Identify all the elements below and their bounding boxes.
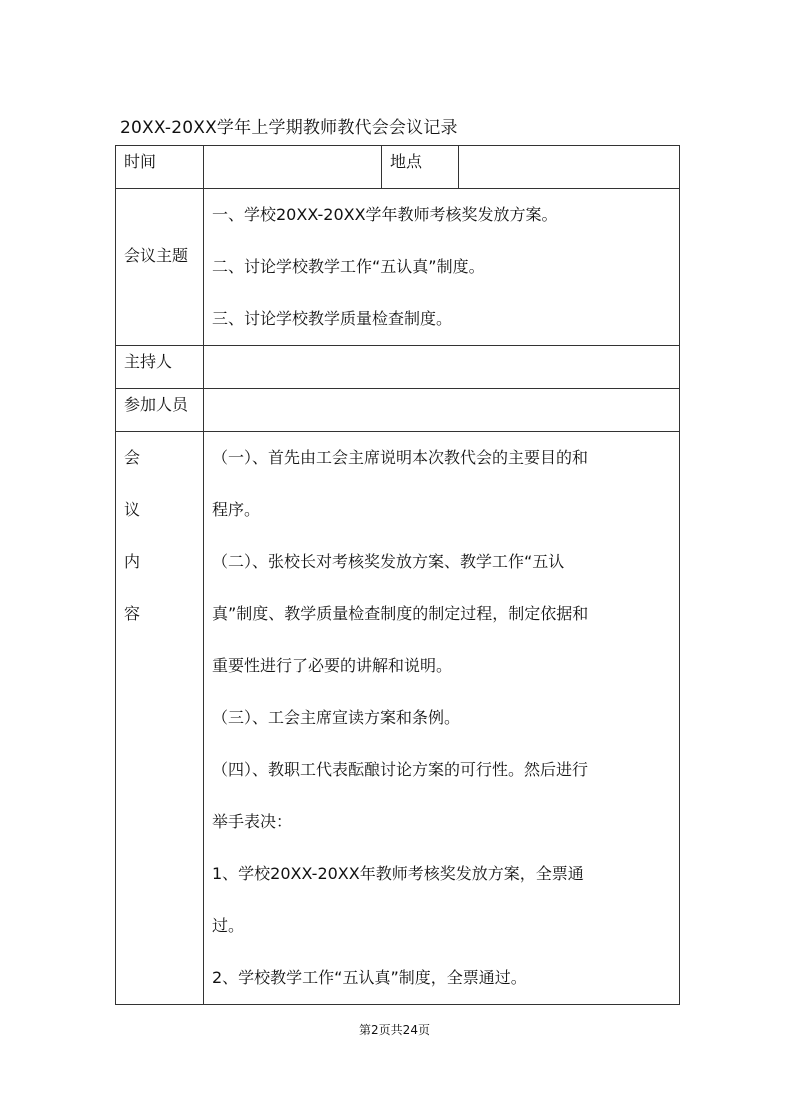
topic-list-cell — [204, 189, 680, 346]
content-line: （四）、教职工代表酝酿讨论方案的可行性。然后进行 — [212, 760, 589, 779]
attendees-label: 参加人员 — [124, 395, 189, 414]
content-line: 真”制度、教学质量检查制度的制定过程，制定依据和 — [212, 604, 589, 623]
time-value-cell — [204, 146, 382, 189]
attendees-value-cell — [204, 389, 680, 432]
content-line: （二）、张校长对考核奖发放方案、教学工作“五认 — [212, 552, 565, 571]
content-line: 过。 — [212, 916, 245, 935]
topic-item: 二、讨论学校教学工作“五认真”制度。 — [212, 257, 485, 276]
time-value — [212, 146, 373, 148]
content-line: 举手表决： — [212, 812, 293, 831]
content-label-cell — [116, 432, 204, 1005]
content-line: （三）、工会主席宣读方案和条例。 — [212, 708, 461, 727]
time-place-row — [116, 146, 680, 189]
meeting-record-table — [115, 145, 680, 1005]
attendees-value — [212, 389, 671, 391]
content-line: 2、学校教学工作“五认真”制度，全票通过。 — [212, 968, 527, 987]
topic-label-cell — [116, 189, 204, 346]
content-row — [116, 432, 680, 1005]
place-value-cell — [459, 146, 680, 189]
content-label-char: 内 — [124, 552, 141, 571]
topic-label: 会议主题 — [124, 246, 189, 265]
topic-item: 三、讨论学校教学质量检查制度。 — [212, 309, 453, 328]
content-label-char: 议 — [124, 500, 141, 519]
time-label: 时间 — [124, 152, 157, 171]
content-line: 1、学校20XX-20XX年教师考核奖发放方案，全票通 — [212, 864, 584, 883]
attendees-row — [116, 389, 680, 432]
host-label: 主持人 — [124, 352, 173, 371]
content-text-cell — [204, 432, 680, 1005]
host-label-cell — [116, 346, 204, 389]
attendees-label-cell — [116, 389, 204, 432]
topic-row — [116, 189, 680, 346]
page-footer: 第2页共24页 — [359, 1023, 430, 1037]
content-line: 程序。 — [212, 500, 261, 519]
host-value — [212, 346, 671, 348]
host-row — [116, 346, 680, 389]
content-line: （一）、首先由工会主席说明本次教代会的主要目的和 — [212, 448, 589, 467]
place-label-cell — [382, 146, 459, 189]
host-value-cell — [204, 346, 680, 389]
content-line: 重要性进行了必要的讲解和说明。 — [212, 656, 453, 675]
time-label-cell — [116, 146, 204, 189]
content-label-char: 容 — [124, 604, 141, 623]
document-title: 20XX-20XX学年上学期教师教代会会议记录 — [120, 118, 458, 138]
topic-item: 一、学校20XX-20XX学年教师考核奖发放方案。 — [212, 205, 558, 224]
content-label-char: 会 — [124, 448, 141, 467]
place-label: 地点 — [390, 152, 423, 171]
place-value — [467, 146, 671, 148]
